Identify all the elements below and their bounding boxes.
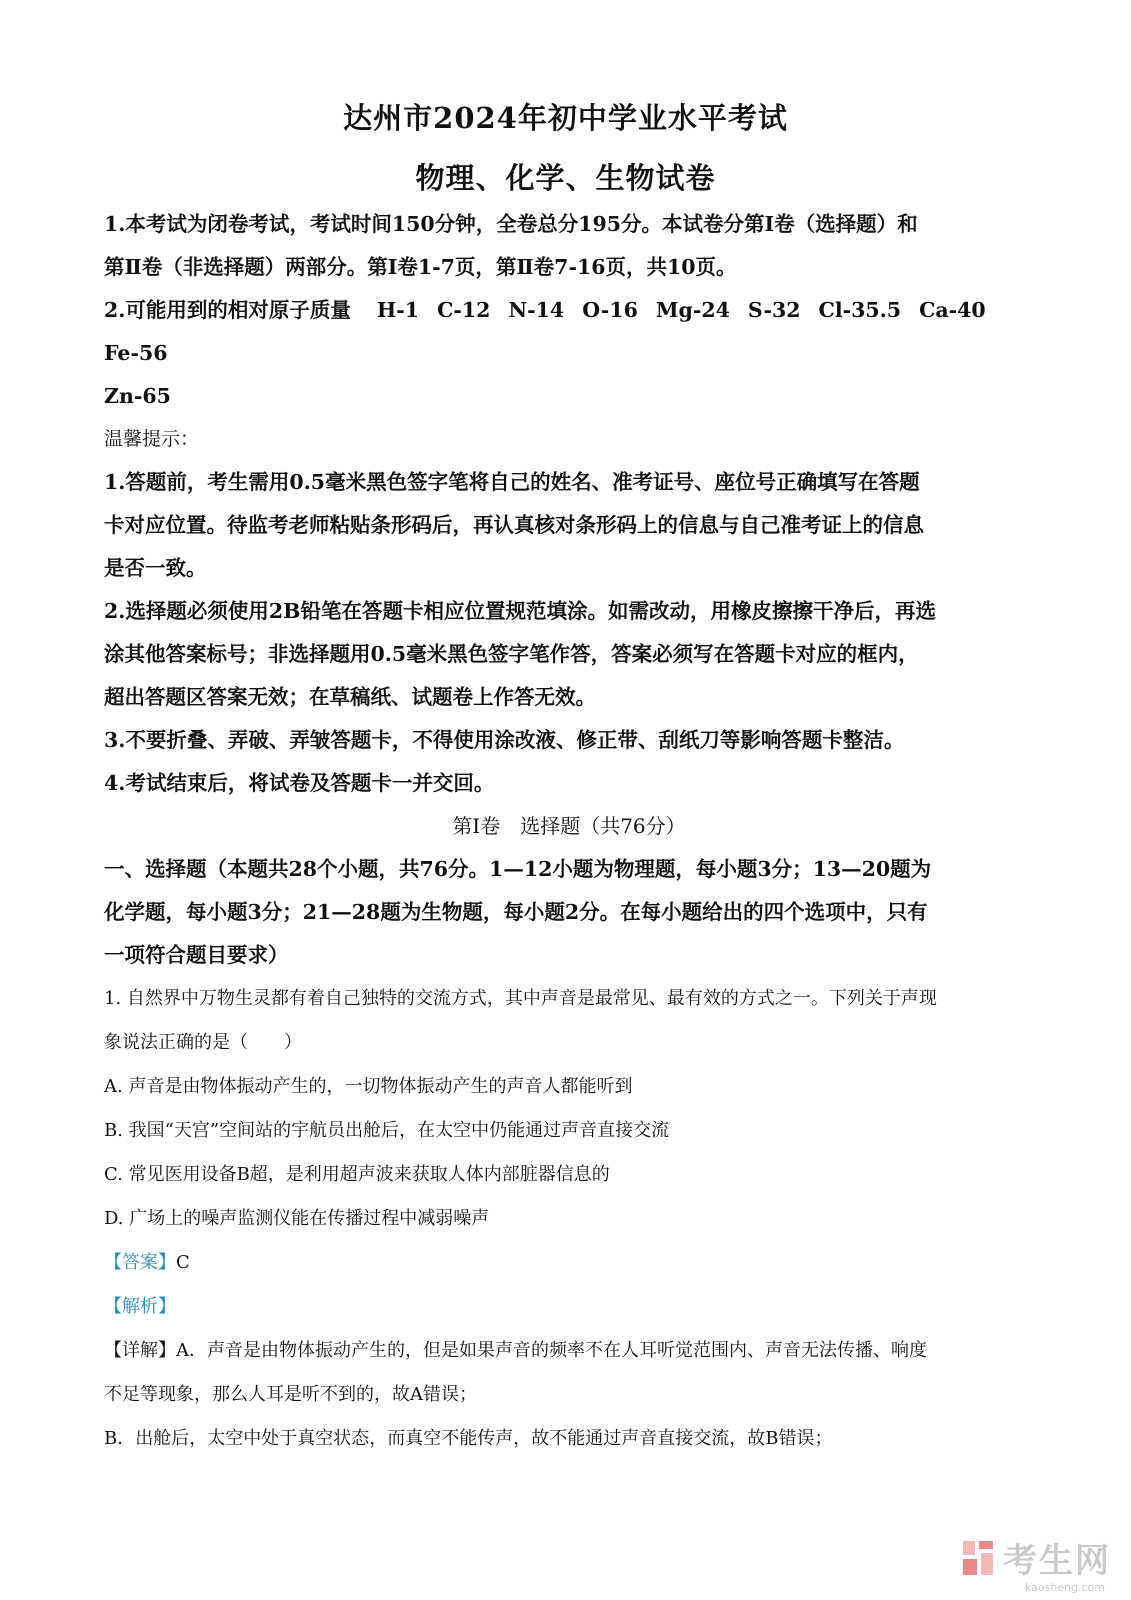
atomic-mass-item: Cl-35.5	[818, 298, 902, 322]
atomic-mass-last: Zn-65	[104, 384, 171, 408]
atomic-mass-item: C-12	[437, 298, 491, 322]
section-intro-line-3: 一项符合题目要求）	[104, 943, 289, 967]
option-d: D. 广场上的噪声监测仪能在传播过程中减弱噪声	[104, 1208, 490, 1229]
question-stem-line-1: 1. 自然界中万物生灵都有着自己独特的交流方式，其中声音是最常见、最有效的方式之一。下列关于声现	[104, 988, 937, 1009]
detail-line-2: 不足等现象，那么人耳是听不到的，故A错误；	[104, 1384, 477, 1405]
atomic-mass-item: H-1	[376, 298, 420, 322]
atomic-mass-item: N-14	[508, 298, 565, 322]
tip-1-line-1: 1.答题前，考生需用0.5毫米黑色签字笔将自己的姓名、准考证号、座位号正确填写在答题	[104, 470, 920, 494]
atomic-mass-item: S-32	[747, 298, 801, 322]
kaosheng-logo-icon	[961, 1539, 995, 1577]
answer-value: C	[176, 1252, 190, 1273]
atomic-mass-item: Mg-24	[655, 298, 730, 322]
exam-content	[104, 203, 1034, 1461]
note-line-2: 第Ⅱ卷（非选择题）两部分。第Ⅰ卷1-7页，第Ⅱ卷7-16页，共10页。	[104, 255, 737, 279]
tips-heading: 温馨提示：	[104, 428, 200, 450]
analysis-label: 【解析】	[104, 1296, 176, 1317]
option-b: B. 我国“天宫”空间站的宇航员出舱后，在太空中仍能通过声音直接交流	[104, 1120, 670, 1141]
tip-4: 4.考试结束后，将试卷及答题卡一并交回。	[104, 771, 495, 795]
tip-2-line-3: 超出答题区答案无效；在草稿纸、试题卷上作答无效。	[104, 685, 596, 709]
answer-label: 【答案】	[104, 1252, 176, 1273]
watermark	[961, 1533, 1111, 1582]
tip-3: 3.不要折叠、弄破、弄皱答题卡，不得使用涂改液、修正带、刮纸刀等影响答题卡整洁。	[104, 728, 905, 752]
tip-2-line-2: 涂其他答案标号；非选择题用0.5毫米黑色签字笔作答，答案必须写在答题卡对应的框内，	[104, 642, 919, 666]
option-a: A. 声音是由物体振动产生的，一切物体振动产生的声音人都能听到	[104, 1076, 633, 1097]
tip-2-line-1: 2.选择题必须使用2B铅笔在答题卡相应位置规范填涂。如需改动，用橡皮擦擦干净后，再选	[104, 599, 936, 623]
detail-line-1: 【详解】A．声音是由物体振动产生的，但是如果声音的频率不在人耳听觉范围内、声音无法传播、响度	[104, 1340, 927, 1361]
atomic-mass-item: Fe-56	[104, 341, 168, 365]
question-stem-line-2: 象说法正确的是（ ）	[104, 1032, 302, 1053]
note-line-1: 1.本考试为闭卷考试，考试时间150分钟，全卷总分195分。本试卷分第Ⅰ卷（选择题）和	[104, 212, 918, 236]
watermark-brand: 考生网	[1003, 1541, 1111, 1581]
exam-subtitle: 物理、化学、生物试卷	[415, 161, 716, 195]
section-title: 第Ⅰ卷 选择题（共76分）	[452, 814, 686, 838]
tip-1-line-2: 卡对应位置。待监考老师粘贴条形码后，再认真核对条形码上的信息与自己准考证上的信息	[104, 513, 924, 537]
atomic-mass-line	[104, 289, 1034, 375]
section-intro-line-1: 一、选择题（本题共28个小题，共76分。1—12小题为物理题，每小题3分；13—20题为	[104, 857, 932, 881]
tip-1-line-3: 是否一致。	[104, 556, 207, 580]
exam-title: 达州市2024年初中学业水平考试	[343, 101, 788, 135]
option-c: C. 常见医用设备B超，是利用超声波来获取人体内部脏器信息的	[104, 1164, 610, 1185]
watermark-site: kaosheng.com	[1024, 1581, 1105, 1594]
atomic-mass-label: 2.可能用到的相对原子质量	[104, 298, 351, 322]
detail-line-3: B．出舱后，太空中处于真空状态，而真空不能传声，故不能通过声音直接交流，故B错误；	[104, 1428, 833, 1449]
atomic-mass-item: Ca-40	[919, 298, 986, 322]
section-intro-line-2: 化学题，每小题3分；21—28题为生物题，每小题2分。在每小题给出的四个选项中，只有	[104, 900, 928, 924]
atomic-mass-item: O-16	[582, 298, 638, 322]
answer-line	[104, 1241, 1034, 1285]
